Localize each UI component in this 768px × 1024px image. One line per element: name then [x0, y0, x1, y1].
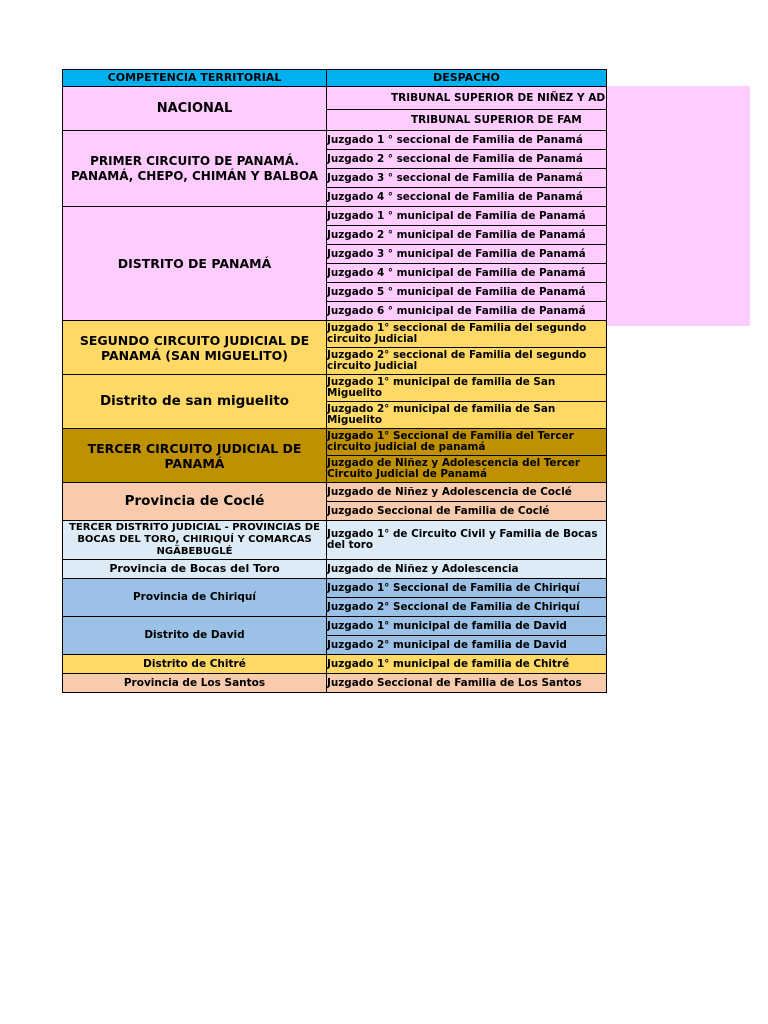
table-row — [63, 560, 607, 579]
competencia-cell: Provincia de Coclé — [63, 483, 327, 521]
jurisdiction-table — [62, 69, 607, 693]
despacho-cell: Juzgado 6 ° municipal de Familia de Panamá — [327, 302, 607, 321]
table-row — [63, 521, 607, 560]
despacho-cell: Juzgado 2° municipal de familia de San Miguelito — [327, 402, 607, 429]
despacho-cell: Juzgado 2° seccional de Familia del segundo circuito Judicial — [327, 348, 607, 375]
competencia-cell: NACIONAL — [63, 87, 327, 131]
table-row — [63, 655, 607, 674]
despacho-cell: Juzgado Seccional de Familia de Coclé — [327, 502, 607, 521]
table-row — [63, 321, 607, 348]
despacho-cell: Juzgado 4 ° seccional de Familia de Panamá — [327, 188, 607, 207]
competencia-cell: Provincia de Bocas del Toro — [63, 560, 327, 579]
competencia-cell: Distrito de David — [63, 617, 327, 655]
header-row — [63, 70, 607, 87]
overflow-fill — [606, 86, 750, 326]
despacho-cell: Juzgado 1° municipal de familia de David — [327, 617, 607, 636]
despacho-cell: TRIBUNAL SUPERIOR DE FAM — [327, 110, 607, 131]
competencia-cell: TERCER CIRCUITO JUDICIAL DE PANAMÁ — [63, 429, 327, 483]
despacho-cell: Juzgado 1 ° seccional de Familia de Panamá — [327, 131, 607, 150]
despacho-cell: Juzgado de Niñez y Adolescencia de Coclé — [327, 483, 607, 502]
despacho-cell: Juzgado 2° municipal de familia de David — [327, 636, 607, 655]
competencia-cell: SEGUNDO CIRCUITO JUDICIAL DE PANAMÁ (SAN MIGUELITO) — [63, 321, 327, 375]
table-row — [63, 207, 607, 226]
despacho-cell: TRIBUNAL SUPERIOR DE NIÑEZ Y AD — [327, 87, 607, 110]
despacho-cell: Juzgado 1° Seccional de Familia de Chiriquí — [327, 579, 607, 598]
table-row — [63, 131, 607, 150]
table-row — [63, 87, 607, 110]
competencia-cell: Distrito de Chitré — [63, 655, 327, 674]
competencia-cell: Provincia de Los Santos — [63, 674, 327, 693]
despacho-cell: Juzgado 1° Seccional de Familia del Tercer circuito judicial de panamá — [327, 429, 607, 456]
despacho-cell: Juzgado 2° Seccional de Familia de Chiriquí — [327, 598, 607, 617]
despacho-cell: Juzgado 1° municipal de familia de Chitré — [327, 655, 607, 674]
despacho-cell: Juzgado 2 ° municipal de Familia de Panamá — [327, 226, 607, 245]
despacho-cell: Juzgado 5 ° municipal de Familia de Panamá — [327, 283, 607, 302]
despacho-cell: Juzgado 3 ° seccional de Familia de Panamá — [327, 169, 607, 188]
despacho-cell: Juzgado 4 ° municipal de Familia de Panamá — [327, 264, 607, 283]
despacho-cell: Juzgado de Niñez y Adolescencia del Tercer Circuito Judicial de Panamá — [327, 456, 607, 483]
despacho-cell: Juzgado 1° de Circuito Civil y Familia de Bocas del toro — [327, 521, 607, 560]
despacho-cell: Juzgado 2 ° seccional de Familia de Panamá — [327, 150, 607, 169]
table-row — [63, 617, 607, 636]
despacho-cell: Juzgado 1° municipal de familia de San Miguelito — [327, 375, 607, 402]
table-row — [63, 674, 607, 693]
competencia-cell: Provincia de Chiriquí — [63, 579, 327, 617]
table-row — [63, 483, 607, 502]
table-row — [63, 579, 607, 598]
table-row — [63, 375, 607, 402]
table-row — [63, 429, 607, 456]
header-despacho: DESPACHO — [327, 70, 607, 87]
competencia-cell: PRIMER CIRCUITO DE PANAMÁ. PANAMÁ, CHEPO, CHIMÁN Y BALBOA — [63, 131, 327, 207]
header-competencia: COMPETENCIA TERRITORIAL — [63, 70, 327, 87]
despacho-cell: Juzgado 1 ° municipal de Familia de Panamá — [327, 207, 607, 226]
despacho-cell: Juzgado Seccional de Familia de Los Santos — [327, 674, 607, 693]
competencia-cell: DISTRITO DE PANAMÁ — [63, 207, 327, 321]
despacho-cell: Juzgado 3 ° municipal de Familia de Panamá — [327, 245, 607, 264]
despacho-cell: Juzgado 1° seccional de Familia del segundo circuito Judicial — [327, 321, 607, 348]
competencia-cell: TERCER DISTRITO JUDICIAL - PROVINCIAS DE BOCAS DEL TORO, CHIRIQUÍ Y COMARCAS NGÄBEBUGLÉ — [63, 521, 327, 560]
despacho-cell: Juzgado de Niñez y Adolescencia — [327, 560, 607, 579]
competencia-cell: Distrito de san miguelito — [63, 375, 327, 429]
